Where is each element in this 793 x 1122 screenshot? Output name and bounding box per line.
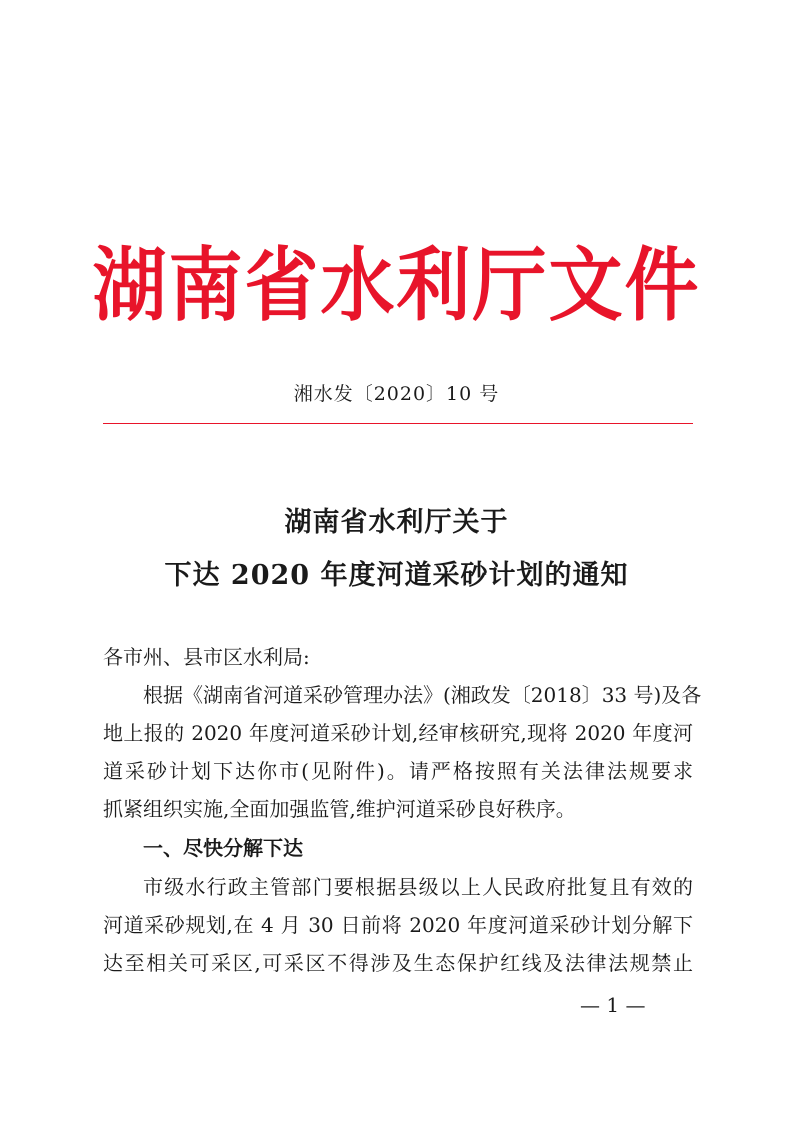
notice-title-line-1: 湖南省水利厅关于 [284, 507, 509, 538]
paragraph-1-line-2: 地上报的 2020 年度河道采砂计划,经审核研究,现将 2020 年度河 [103, 721, 693, 745]
paragraph-2-line-1: 市级水行政主管部门要根据县级以上人民政府批复且有效的 [143, 875, 693, 899]
document-number: 湘水发〔2020〕10 号 [293, 383, 500, 405]
red-separator-line [103, 423, 693, 424]
paragraph-1-line-1: 根据《湖南省河道采砂管理办法》(湘政发〔2018〕33 号)及各 [143, 683, 702, 707]
section-1-heading: 一、尽快分解下达 [143, 836, 303, 860]
paragraph-1-line-4: 抓紧组织实施,全面加强监管,维护河道采砂良好秩序。 [103, 797, 576, 821]
notice-title-line-2: 下达 2020 年度河道采砂计划的通知 [164, 560, 629, 591]
paragraph-2-line-3: 达至相关可采区,可采区不得涉及生态保护红线及法律法规禁止 [103, 951, 693, 975]
salutation: 各市州、县市区水利局: [103, 645, 310, 669]
paragraph-1-line-3: 道采砂计划下达你市(见附件)。请严格按照有关法律法规要求 [103, 759, 693, 783]
paragraph-2-line-2: 河道采砂规划,在 4 月 30 日前将 2020 年度河道采砂计划分解下 [103, 913, 693, 937]
agency-red-header: 湖南省水利厅文件 [92, 239, 701, 333]
page-number: — 1 — [580, 993, 646, 1017]
